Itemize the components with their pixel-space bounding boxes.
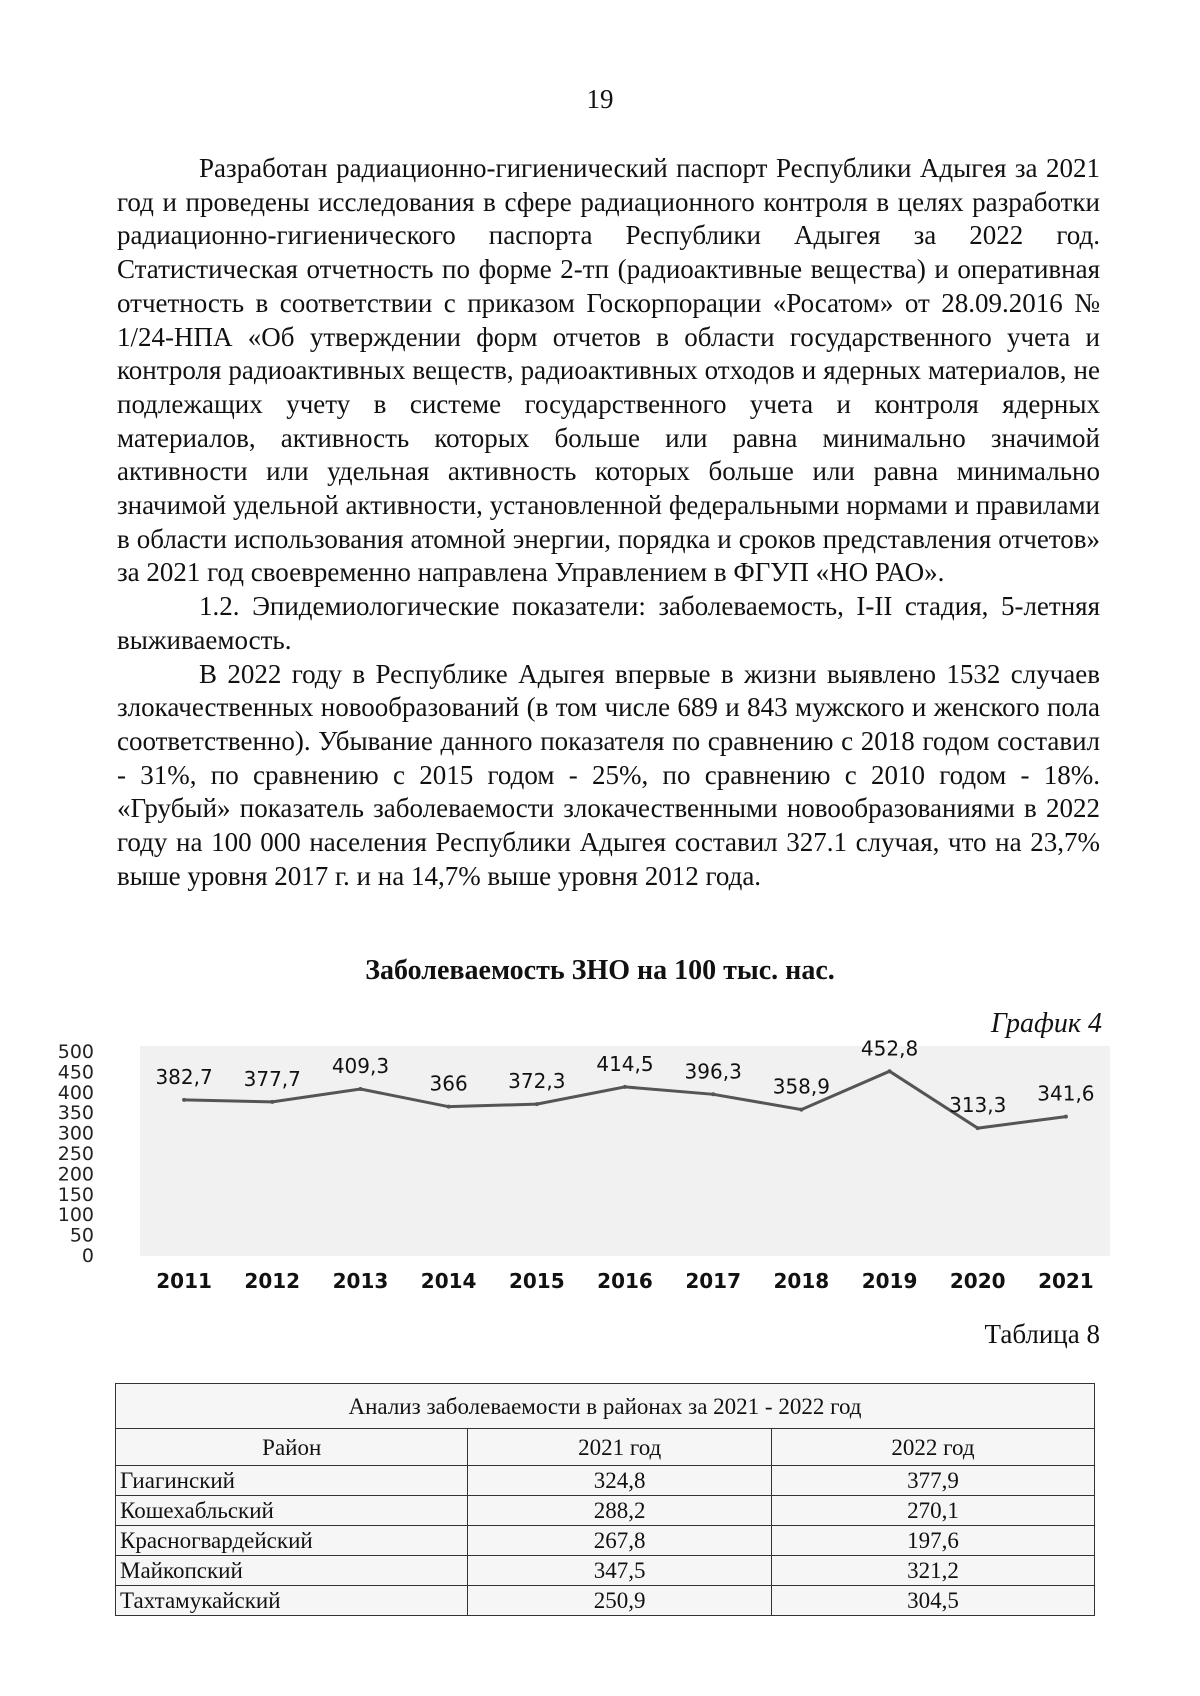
data-label: 366 bbox=[429, 1071, 468, 1096]
cell-2021: 267,8 bbox=[468, 1526, 771, 1556]
data-point bbox=[535, 1102, 539, 1106]
cell-2022: 197,6 bbox=[771, 1526, 1094, 1556]
data-point bbox=[888, 1069, 892, 1073]
data-label: 452,8 bbox=[860, 1036, 919, 1061]
cell-2022: 321,2 bbox=[771, 1556, 1094, 1586]
table-caption-row bbox=[116, 1384, 1095, 1429]
data-point bbox=[799, 1108, 803, 1112]
data-label: 372,3 bbox=[508, 1069, 566, 1094]
cell-2021: 324,8 bbox=[468, 1466, 771, 1496]
x-tick-label: 2020 bbox=[949, 1269, 1006, 1293]
y-tick-label: 450 bbox=[57, 1061, 94, 1084]
y-tick-label: 100 bbox=[57, 1204, 94, 1227]
cell-district: Кошехабльский bbox=[116, 1496, 468, 1526]
table-row bbox=[116, 1526, 1095, 1556]
data-point bbox=[711, 1092, 715, 1096]
cell-2022: 304,5 bbox=[771, 1586, 1094, 1616]
data-label: 382,7 bbox=[155, 1064, 213, 1089]
data-point bbox=[623, 1085, 627, 1089]
data-label: 396,3 bbox=[684, 1059, 742, 1084]
incidence-line-chart bbox=[57, 1030, 1130, 1293]
table-row bbox=[116, 1496, 1095, 1526]
data-label: 409,3 bbox=[331, 1054, 390, 1079]
chart-label: График 4 bbox=[990, 1008, 1102, 1039]
y-tick-label: 250 bbox=[57, 1143, 94, 1165]
cell-district: Майкопский bbox=[116, 1556, 468, 1586]
cell-2021: 347,5 bbox=[468, 1556, 771, 1586]
x-tick-label: 2016 bbox=[597, 1269, 653, 1293]
data-point bbox=[182, 1098, 186, 1102]
data-point bbox=[358, 1087, 362, 1091]
y-tick-label: 200 bbox=[57, 1163, 94, 1186]
cell-district: Тахтамукайский bbox=[116, 1586, 468, 1616]
x-tick-label: 2019 bbox=[861, 1269, 918, 1293]
data-point bbox=[447, 1105, 451, 1109]
y-tick-label: 0 bbox=[81, 1245, 94, 1267]
data-label: 414,5 bbox=[596, 1051, 654, 1076]
table-caption: Анализ заболеваемости в районах за 2021 - 2022 год bbox=[116, 1384, 1095, 1429]
x-tick-label: 2018 bbox=[773, 1269, 830, 1293]
paragraph-section-1-2: 1.2. Эпидемиологические показатели: заболеваемость, I-II стадия, 5-летняя выживаемость. bbox=[117, 591, 1100, 655]
data-label: 341,6 bbox=[1037, 1081, 1095, 1106]
x-tick-label: 2011 bbox=[156, 1269, 212, 1293]
cell-district: Красногвардейский bbox=[116, 1526, 468, 1556]
table-header-row bbox=[116, 1429, 1095, 1466]
x-tick-label: 2014 bbox=[420, 1269, 477, 1293]
chart-title: Заболеваемость ЗНО на 100 тыс. нас. bbox=[365, 955, 835, 986]
paragraph-radiation-passport: Разработан радиационно-гигиенический паспорт Республики Адыгея за 2021 год и проведены исследования в сфере радиационного контроля в целях разработки радиационно-гигиенического паспорта Республики Адыгея за 2022 год. Статистическая отчетность по форме 2-тп (радиоактивные вещества) и оперативная отчетность в соответствии с приказом Госкорпорации «Росатом» от 28.09.2016 № 1/24-НПА «Об утверждении форм отчетов в области государственного учета и контроля радиоактивных веществ, радиоактивных отходов и ядерных материалов, не подлежащих учету в системе государственного учета и контроля ядерных материалов, активность которых больше или равна минимально значимой активности или удельная активность которых больше или равна минимально значимой удельной активности, установленной федеральными нормами и правилами в области использования атомной энергии, порядка и сроков представления отчетов» за 2021 год своевременно направлена Управлением в ФГУП «НО РАО». bbox=[117, 153, 1100, 588]
y-tick-label: 500 bbox=[57, 1041, 94, 1063]
y-tick-label: 50 bbox=[69, 1224, 94, 1247]
data-label: 313,3 bbox=[949, 1093, 1007, 1118]
district-incidence-table bbox=[115, 1383, 1095, 1616]
cell-2021: 250,9 bbox=[468, 1586, 771, 1616]
chart-svg bbox=[57, 1030, 1130, 1293]
page-number: 19 bbox=[586, 84, 614, 114]
data-label: 358,9 bbox=[772, 1074, 830, 1099]
data-label: 377,7 bbox=[243, 1066, 301, 1091]
table-label: Таблица 8 bbox=[984, 1319, 1100, 1349]
y-tick-label: 350 bbox=[57, 1102, 94, 1125]
data-point bbox=[976, 1126, 980, 1130]
column-header-district: Район bbox=[116, 1429, 468, 1466]
table-row bbox=[116, 1466, 1095, 1496]
paragraph-incidence-2022: В 2022 году в Республике Адыгея впервые в жизни выявлено 1532 случаев злокачественных новообразований (в том числе 689 и 843 мужского и женского пола соответственно). Убывание данного показателя по сравнению с 2018 годом составил - 31%, по сравнению с 2015 годом - 25%, по сравнению с 2010 годом - 18%. «Грубый» показатель заболеваемости злокачественными новообразованиями в 2022 году на 100 000 населения Республики Адыгея составил 327.1 случая, что на 23,7% выше уровня 2017 г. и на 14,7% выше уровня 2012 года. bbox=[117, 658, 1100, 891]
y-tick-label: 300 bbox=[57, 1122, 94, 1145]
cell-2022: 377,9 bbox=[771, 1466, 1094, 1496]
x-tick-label: 2012 bbox=[244, 1269, 301, 1293]
x-tick-label: 2015 bbox=[508, 1269, 565, 1293]
x-tick-label: 2021 bbox=[1038, 1269, 1094, 1293]
body-text bbox=[117, 152, 1100, 893]
cell-2021: 288,2 bbox=[468, 1496, 771, 1526]
data-point bbox=[1064, 1115, 1068, 1119]
data-point bbox=[270, 1100, 274, 1104]
cell-district: Гиагинский bbox=[116, 1466, 468, 1496]
column-header-2022: 2022 год bbox=[771, 1429, 1094, 1466]
x-tick-label: 2013 bbox=[332, 1269, 389, 1293]
y-tick-label: 150 bbox=[57, 1183, 94, 1206]
table-row bbox=[116, 1556, 1095, 1586]
column-header-2021: 2021 год bbox=[468, 1429, 771, 1466]
y-tick-label: 400 bbox=[57, 1081, 94, 1104]
cell-2022: 270,1 bbox=[771, 1496, 1094, 1526]
x-tick-label: 2017 bbox=[685, 1269, 742, 1293]
table-row bbox=[116, 1586, 1095, 1616]
